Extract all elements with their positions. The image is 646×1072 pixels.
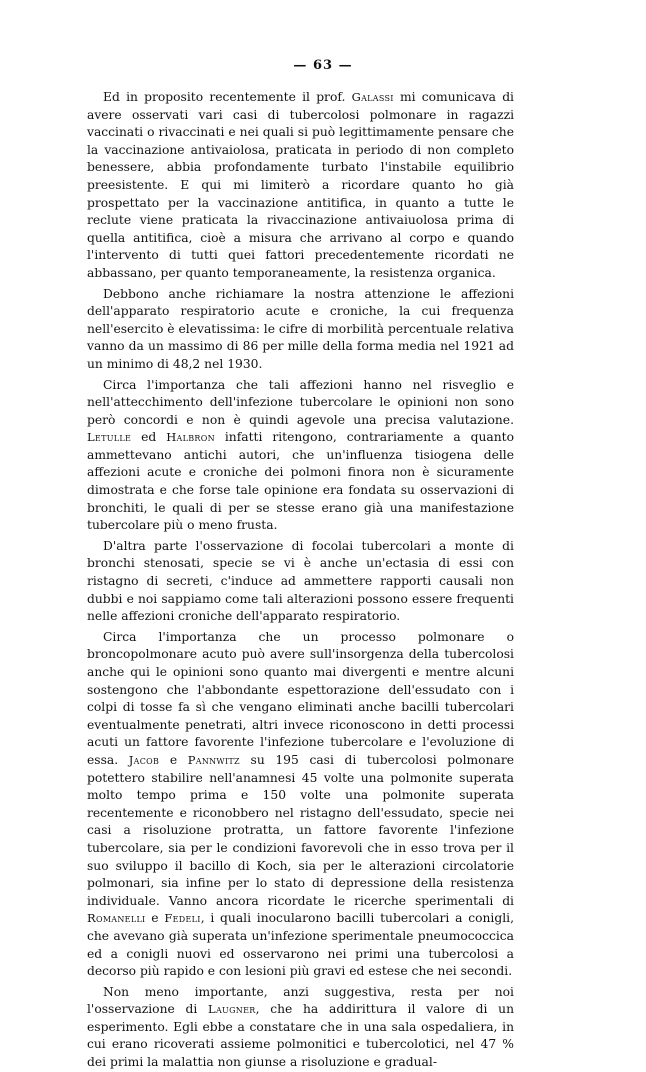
text-run: D'altra parte l'osservazione di focolai tubercolari a monte di bronchi stenosati, specie se vi è anche un'ectasia di essi con ristagno di secreti, c'induce ad ammettere rapporti causali non dubbi e noi sappiamo come tali alterazioni possono essere frequenti nelle affezioni croniche dell'apparato respiratorio. [87, 538, 514, 624]
body-text [87, 89, 514, 1072]
text-run: e [159, 752, 188, 767]
paragraph-6 [87, 984, 514, 1072]
text-run: mi comunicava di avere osservati vari casi di tubercolosi polmonare in ragazzi vaccinati o rivaccinati e nei quali si può legittimamente pensare che la vaccinazione antivaiolosa, praticata in periodo di non completo benessere, abbia profondamente turbato l'instabile equilibrio preesistente. E qui mi limiterò a ricordare quanto ho già prospettato per la vaccinazione antitifica, in quanto a tutte le reclute viene praticata la rivaccinazione antivaiuolosa prima di quella antitifica, cioè a misura che arrivano al corpo e quando l'intervento di tutti quei fattori precedentemente ricordati ne abbassano, per quanto temporaneamente, la resistenza organica. [87, 90, 514, 280]
text-run: su 195 casi di tubercolosi polmonare potettero stabilire nell'anamnesi 45 volte una polmonite superata molto tempo prima e 150 volte una polmonite superata recentemente e riconobbero nel ristagno dell'essudato, specie nei casi a risoluzione protratta, un fattore favorente l'infezione tubercolare, sia per le condizioni favorevoli che in esso trova per il suo sviluppo il bacillo di Koch, sia per le alterazioni circolatorie polmonari, sia infine per lo stato di depressione della resistenza individuale. Vanno ancora ricordate le ricerche sperimentali di [87, 752, 514, 908]
page-number: — 63 — [293, 58, 353, 73]
author-name: Romanelli [87, 911, 146, 926]
paragraph-5 [87, 629, 514, 981]
paragraph-2 [87, 286, 514, 374]
text-run: Non meno importante, anzi suggestiva, resta per noi l'osservazione di [87, 984, 514, 1017]
paragraph-4 [87, 538, 514, 626]
text-run: Debbono anche richiamare la nostra attenzione le affezioni dell'apparato respiratorio acute e croniche, la cui frequenza nell'esercito è elevatissima: le cifre di morbilità percentuale relativa vanno da un massimo di 86 per mille della forma media nel 1921 ad un minimo di 48,2 nel 1930. [87, 286, 514, 371]
author-name: Fedeli [164, 911, 201, 926]
text-run: Circa l'importanza che un processo polmonare o broncopolmonare acuto può avere sull'insorgenza della tubercolosi anche qui le opinioni sono quanto mai divergenti e mentre alcuni sostengono che l'abbondante espettorazione dell'essudato con i colpi di tosse fa sì che vengano eliminati anche bacilli tubercolari eventualmente penetrati, altri invece riconoscono in detti processi acuti un fattore favorente l'infezione tubercolare e l'evoluzione di essa. [87, 629, 514, 767]
author-name: Letulle [87, 430, 132, 445]
text-run: Ed in proposito recentemente il prof. [103, 90, 352, 104]
author-name: Galassi [351, 90, 394, 104]
author-name: Halbron [166, 430, 215, 445]
author-name: Laugner [208, 1002, 256, 1017]
paragraph-1 [87, 89, 514, 283]
text-run: infatti ritengono, contrariamente a quanto ammettevano antichi autori, che un'influenza tisiogena delle affezioni acute e croniche dei polmoni finora non è sicuramente dimostrata e che forse tale opinione era fondata su osservazioni di bronchiti, le quali di per se stesse erano già una manifestazione tubercolare più o meno frusta. [87, 430, 514, 533]
author-name: Pannwitz [187, 752, 240, 767]
paragraph-3 [87, 377, 514, 535]
text-run: , che ha addirittura il valore di un esperimento. Egli ebbe a constatare che in una sala ospedaliera, in cui erano ricoverati assieme polmonitici e tubercolotici, nel 47 % dei primi la malattia non giunse a risoluzione e gradual- [87, 1002, 515, 1070]
text-run: ed [131, 430, 167, 445]
text-run: Circa l'importanza che tali affezioni hanno nel risveglio e nell'attecchimento dell'infezione tubercolare le opinioni non sono però concordi e non è quindi agevole una precisa valutazione. [87, 377, 514, 427]
text-run: e [145, 911, 165, 926]
text-run: , i quali inocularono bacilli tubercolari a conigli, che avevano già superata un'infezione sperimentale pneumococcica ed a conigli nuovi ed osservarono nei primi una tubercolosi a decorso più rapido e con lesioni più gravi ed estese che nei secondi. [87, 911, 514, 979]
author-name: Jacob [128, 752, 160, 767]
